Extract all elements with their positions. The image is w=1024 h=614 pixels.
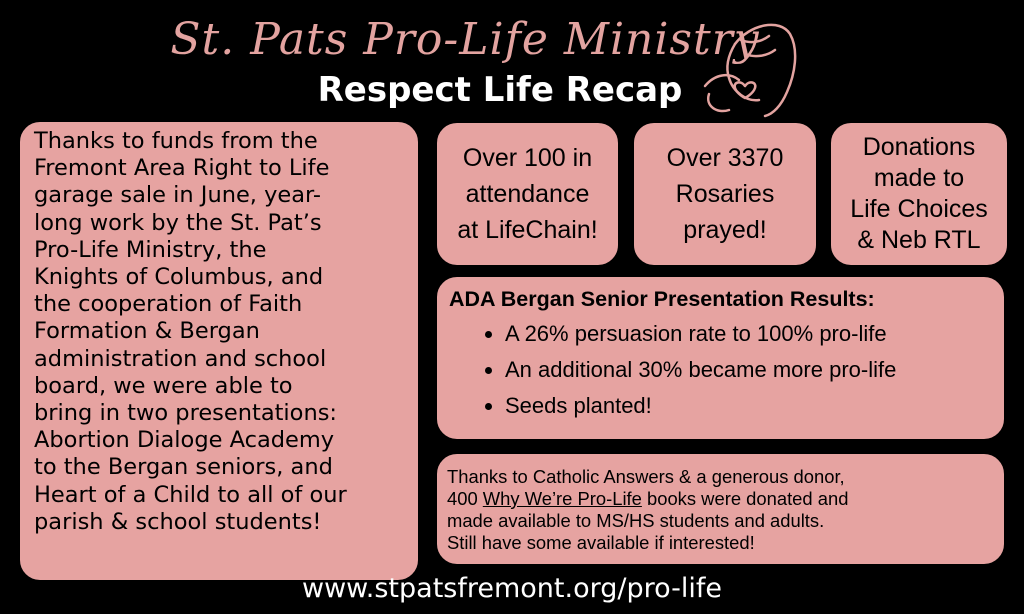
stat-line: at LifeChain!	[457, 216, 598, 244]
summary-line: administration and school	[34, 345, 327, 372]
list-item: • Seeds planted!	[505, 388, 992, 424]
stat-line: & Neb RTL	[857, 226, 981, 254]
summary-line: Fremont Area Right to Life	[34, 155, 330, 182]
summary-line: parish & school students!	[34, 508, 322, 535]
ca-line: made available to MS/HS students and adults.	[447, 510, 825, 531]
summary-line: long work by the St. Pat’s	[34, 209, 322, 236]
main-title: Respect Life Recap	[317, 70, 683, 110]
ca-line	[447, 488, 996, 510]
stat-lifechain	[435, 121, 620, 267]
ada-heading: ADA Bergan Senior Presentation Results:	[449, 287, 875, 311]
summary-line: the cooperation of Faith	[34, 291, 303, 318]
ministry-name: St. Pats Pro-Life Ministry	[170, 14, 760, 65]
catholic-answers-box	[435, 452, 1006, 566]
stat-line: Donations	[862, 133, 976, 161]
stat-rosaries	[632, 121, 818, 267]
ca-prefix: 400	[447, 488, 483, 509]
summary-line: Abortion Dialoge Academy	[34, 427, 335, 454]
funding-summary-text	[34, 128, 408, 536]
ada-results-box	[435, 275, 1006, 441]
summary-line: Knights of Columbus, and	[34, 264, 324, 291]
stat-line: Over 3370	[666, 144, 784, 172]
book-title: Why We’re Pro-Life	[482, 488, 642, 509]
summary-line: garage sale in June, year-	[34, 182, 321, 209]
stat-line: made to	[873, 164, 965, 192]
summary-line: board, we were able to	[34, 372, 293, 399]
website-url: www.stpatsfremont.org/pro-life	[302, 573, 722, 604]
summary-line: Heart of a Child to all of our	[34, 481, 347, 508]
funding-summary-box	[18, 120, 420, 582]
list-item: • An additional 30% became more pro-life	[505, 352, 992, 388]
summary-line: to the Bergan seniors, and	[34, 454, 333, 481]
stat-line: Over 100 in	[462, 144, 593, 172]
summary-line: Formation & Bergan	[34, 318, 260, 345]
ca-line: Thanks to Catholic Answers & a generous donor,	[447, 466, 845, 487]
summary-line: Thanks to funds from the	[34, 128, 318, 154]
ca-line: Still have some available if interested!	[447, 532, 755, 553]
stat-line: Rosaries	[675, 180, 775, 208]
stat-donations	[829, 121, 1009, 267]
ada-results-list	[449, 316, 992, 424]
stat-line: Life Choices	[850, 195, 988, 223]
list-item: • A 26% persuasion rate to 100% pro-life	[505, 316, 992, 352]
catholic-answers-text	[447, 466, 996, 554]
summary-line: bring in two presentations:	[34, 400, 338, 427]
stat-line: attendance	[465, 180, 590, 208]
ca-suffix: books were donated and	[641, 488, 849, 509]
summary-line: Pro-Life Ministry, the	[34, 236, 267, 263]
stat-line: prayed!	[683, 216, 767, 244]
